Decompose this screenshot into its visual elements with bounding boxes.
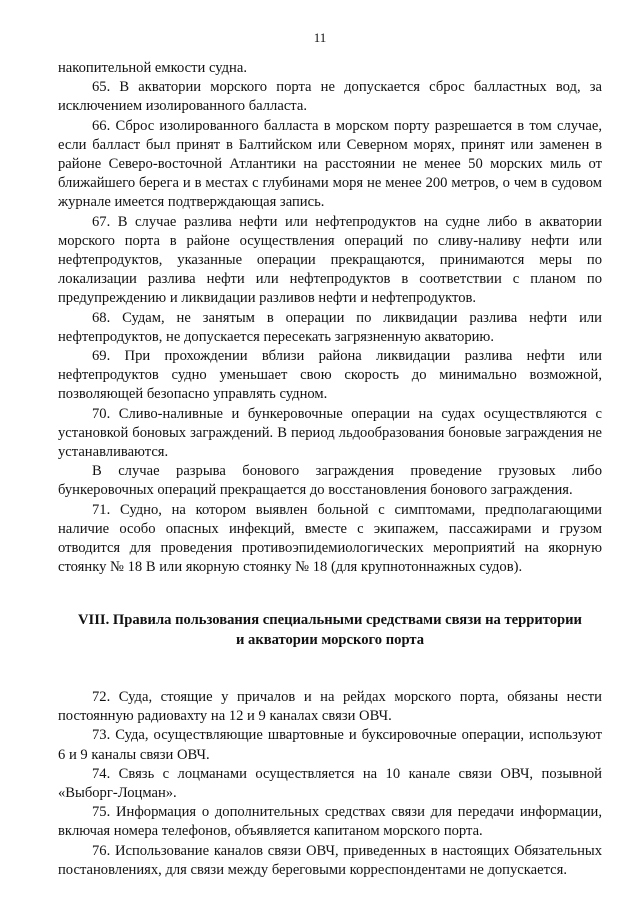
paragraph: 76. Использование каналов связи ОВЧ, приведенных в настоящих Обязательных постановлениях, для связи между береговыми корреспондентами не допускается. — [58, 842, 602, 878]
paragraph: 69. При прохождении вблизи района ликвидации разлива нефти или нефтепродуктов судно уменьшает свою скорость до минимально возможной, позволяющей безопасно управлять судном. — [58, 348, 602, 403]
paragraph: накопительной емкости судна. — [58, 60, 247, 76]
body-text — [58, 59, 602, 880]
paragraph: В случае разрыва бонового заграждения проведение грузовых либо бункеровочных операций прекращается до восстановления бонового заграждения. — [58, 463, 602, 499]
paragraphs-before-section — [58, 59, 602, 577]
paragraph: 65. В акватории морского порта не допускается сброс балластных вод, за исключением изолированного балласта. — [58, 79, 602, 115]
paragraph: 66. Сброс изолированного балласта в морском порту разрешается в том случае, если балласт был принят в Балтийском или Северном морях, принят или заменен в районе Северо-восточной Атлантики на расстоянии не менее 50 морских миль от ближайшего берега и в местах с глубинами моря не менее 200 метров, о чем в судовом журнале имеется подтверждающая запись. — [58, 117, 602, 211]
paragraph: 70. Сливо-наливные и бункеровочные операции на судах осуществляются с установкой боновых заграждений. В период льдообразования боновые заграждения не устанавливаются. — [58, 405, 602, 461]
section-heading-line-2: и акватории морского порта — [235, 631, 425, 648]
paragraph: 71. Судно, на котором выявлен больной с симптомами, предполагающими наличие особо опасных инфекций, вместе с экипажем, пассажирами и грузом отводится для проведения противоэпидемиологических мероприятий на якорную стоянку № 18 В или якорную стоянку № 18 (для крупнотоннажных судов). — [58, 501, 602, 576]
paragraph: 72. Суда, стоящие у причалов и на рейдах морского порта, обязаны нести постоянную радиовахту на 12 и 9 каналах связи ОВЧ. — [58, 688, 602, 725]
paragraph: 74. Связь с лоцманами осуществляется на 10 канале связи ОВЧ, позывной «Выборг-Лоцман». — [58, 765, 602, 801]
section-heading-line-1: VIII. Правила пользования специальными средствами связи на территории — [78, 612, 582, 629]
paragraph: 73. Суда, осуществляющие швартовные и буксировочные операции, используют 6 и 9 каналы связи ОВЧ. — [58, 727, 602, 763]
page-number: 11 — [313, 30, 327, 45]
paragraph: 68. Судам, не занятым в операции по ликвидации разлива нефти или нефтепродуктов, не допускается пересекать загрязненную акваторию. — [58, 309, 602, 345]
paragraph: 67. В случае разлива нефти или нефтепродуктов на судне либо в акватории морского порта в районе осуществления операций по сливу-наливу нефти или нефтепродуктов, указанные операции прекращаются, принимаются меры по локализации разлива нефти или нефтепродуктов в соответствии с планом по предупреждению и ликвидации разливов нефти и нефтепродуктов. — [58, 213, 602, 307]
section-heading — [58, 611, 602, 649]
paragraphs-after-section — [58, 688, 602, 880]
paragraph: 75. Информация о дополнительных средствах связи для передачи информации, включая номера телефонов, объявляется капитаном морского порта. — [58, 804, 602, 840]
